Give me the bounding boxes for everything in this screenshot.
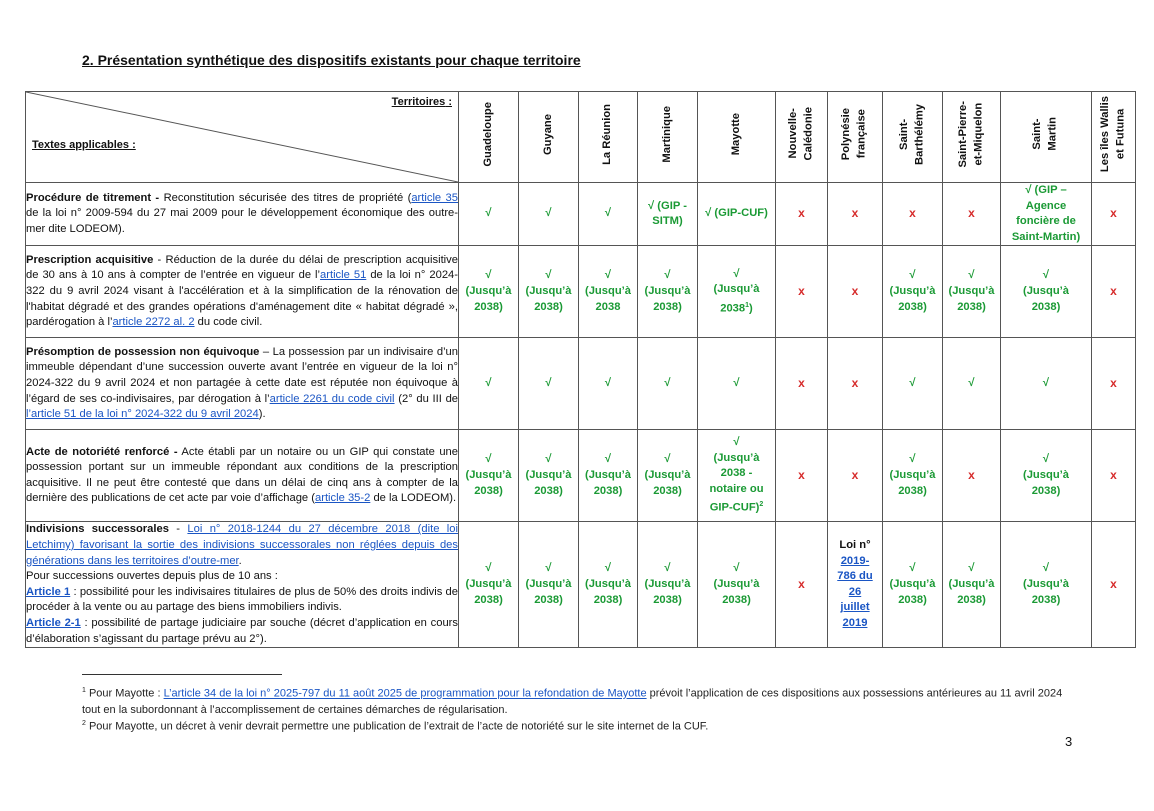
status-cell: √ (GIP - SITM) <box>638 183 698 246</box>
status-cell: √ <box>943 338 1001 430</box>
footnote-1: $^1$ Pour Mayotte : L’article 34 de la loi n° 2025-797 du 11 août 2025 de programmation pour la refondation de Mayotte prévoit l’application de ces dispositions aux possessions antérieures au 11 avril 2024 tout en la subordonnant à l’accomplissement de certaines démarches de régularisation. <box>82 687 1063 716</box>
status-cell: √ <box>459 183 519 246</box>
table-row <box>26 430 1136 522</box>
territory-header: La Réunion <box>579 92 638 183</box>
territory-header: Nouvelle- Calédonie <box>776 92 828 183</box>
row-description: Procédure de titrement - Reconstitution sécurisée des titres de propriété (article 35 de la loi n° 2009-594 du 27 mai 2009 pour le développement économique des outre-mer dite LODEOM). <box>26 183 459 246</box>
status-cell: √ <box>579 183 638 246</box>
territory-header: Guyane <box>519 92 579 183</box>
footnote-ref-2[interactable]: 2 <box>759 501 764 509</box>
header-corner-cell <box>26 92 459 183</box>
status-cell: √ (Jusqu’à 2038) <box>943 246 1001 338</box>
link-article-2272[interactable]: article 2272 al. 2 <box>112 316 195 329</box>
territory-table <box>25 91 1136 648</box>
territories-colon: : <box>445 96 452 108</box>
status-cell: x <box>776 183 828 246</box>
link-article-34[interactable]: L’article 34 de la loi n° 2025-797 du 11 août 2025 de programmation pour la refondation de Mayotte <box>163 687 647 700</box>
page-number: 3 <box>1065 734 1073 749</box>
status-cell: √ (Jusqu’à 2038) <box>459 430 519 522</box>
status-cell: √ <box>698 338 776 430</box>
status-cell: √ (Jusqu’à 2038) <box>1001 522 1092 648</box>
footnote-2: $^2$ Pour Mayotte, un décret à venir devrait permettre une publication de l’extrait de l’acte de notoriété sur le site internet de la CUF. <box>82 720 709 733</box>
footnote-separator <box>82 674 282 675</box>
status-cell: x <box>776 430 828 522</box>
territory-header: Saint- Martin <box>1001 92 1092 183</box>
texts-label: Textes applicables <box>32 139 130 152</box>
article-2-1-link[interactable]: Article 2-1 <box>26 616 81 629</box>
table-row <box>26 338 1136 430</box>
status-cell: √ <box>638 338 698 430</box>
status-cell: √ (Jusqu’à 2038) <box>638 522 698 648</box>
row-description: Acte de notoriété renforcé - Acte établi par un notaire ou un GIP qui constate une possession portant sur un immeuble répondant aux conditions de la prescription acquisitive. Il ne peut être contesté que dans un délai de cinq ans à compter de la dernière des publications de cet acte par voie d’affichage (article 35-2 de la LODEOM). <box>26 430 459 522</box>
link-article-35-2[interactable]: article 35-2 <box>315 492 371 505</box>
status-cell: x <box>776 522 828 648</box>
table-row <box>26 522 1136 648</box>
status-cell: √ (Jusqu’à 2038) <box>943 522 1001 648</box>
link-article-51[interactable]: article 51 <box>320 269 367 282</box>
status-cell: √ <box>1001 338 1092 430</box>
status-cell: √ (Jusqu’à 2038) <box>519 430 579 522</box>
article-1-link[interactable]: Article 1 <box>26 585 71 598</box>
status-cell: √ <box>883 338 943 430</box>
status-cell: √ <box>519 183 579 246</box>
status-cell: √ (Jusqu’à 2038) <box>579 430 638 522</box>
status-cell: x <box>828 338 883 430</box>
table-row <box>26 183 1136 246</box>
link-article-35[interactable]: article 35 <box>411 191 458 204</box>
table-row <box>26 246 1136 338</box>
territory-header: Saint- Barthélémy <box>883 92 943 183</box>
status-cell: √ (Jusqu’à 2038) <box>698 522 776 648</box>
status-cell: √ (Jusqu’à 2038) <box>883 430 943 522</box>
status-cell: x <box>776 246 828 338</box>
status-cell: x <box>1092 522 1136 648</box>
status-cell: x <box>943 183 1001 246</box>
status-cell: √ (Jusqu’à 2038) <box>1001 246 1092 338</box>
texts-colon: : <box>129 139 136 152</box>
page-title: 2. Présentation synthétique des dispositifs existants pour chaque territoire <box>82 52 581 68</box>
status-cell: x <box>883 183 943 246</box>
row-description: Présomption de possession non équivoque – La possession par un indivisaire d’un immeuble dépendant d’une succession ouverte avant l’entrée en vigueur de la loi n° 2024-322 du 9 avril 2024 et non partagée à cette date est réputée non équivoque à l’égard de ses co-indivisaires, par dérogation à l’article 2261 du code civil (2° du III de l’article 51 de la loi n° 2024-322 du 9 avril 2024). <box>26 338 459 430</box>
status-cell: √ (Jusqu’à 2038) <box>883 246 943 338</box>
link-loi-letchimy[interactable]: Loi n° 2018-1244 du 27 décembre 2018 (dite loi Letchimy) favorisant la sortie des indivisions successorales non réglées depuis des générations dans les territoires d’outre-mer <box>26 523 458 567</box>
status-cell: √ (Jusqu’à 2038$^1$) <box>698 246 776 338</box>
footnote-ref-1[interactable]: 1 <box>745 301 750 309</box>
status-cell: x <box>828 183 883 246</box>
status-cell: x <box>828 430 883 522</box>
link-article-2261[interactable]: article 2261 du code civil <box>269 392 395 405</box>
link-loi-2019-786[interactable]: 2019- 786 du 26 juillet 2019 <box>837 554 873 629</box>
table-header-row <box>26 92 1136 183</box>
status-cell: √ (Jusqu’à 2038) <box>459 522 519 648</box>
status-cell: √ <box>579 338 638 430</box>
status-cell: √ (GIP – Agence foncière de Saint-Martin) <box>1001 183 1092 246</box>
status-cell: Loi n° 2019- 786 du 26 juillet 2019 <box>828 522 883 648</box>
territory-header: Mayotte <box>698 92 776 183</box>
status-cell: x <box>776 338 828 430</box>
status-cell: √ (Jusqu’à 2038) <box>638 246 698 338</box>
status-cell: x <box>828 246 883 338</box>
territories-label: Territoires <box>391 96 446 108</box>
status-cell: √ (Jusqu’à 2038) <box>1001 430 1092 522</box>
status-cell: x <box>943 430 1001 522</box>
status-cell: √ <box>519 338 579 430</box>
territory-header: Les îles Wallis et Futuna <box>1092 92 1136 183</box>
status-cell: x <box>1092 183 1136 246</box>
territory-header: Polynésie française <box>828 92 883 183</box>
status-cell: √ (Jusqu’à 2038 <box>579 246 638 338</box>
status-cell: √ (Jusqu’à 2038) <box>579 522 638 648</box>
status-cell: x <box>1092 430 1136 522</box>
status-cell: √ (GIP-CUF) <box>698 183 776 246</box>
status-cell: √ <box>459 338 519 430</box>
territory-header: Guadeloupe <box>459 92 519 183</box>
status-cell: √ (Jusqu’à 2038) <box>638 430 698 522</box>
status-cell: √ (Jusqu’à 2038) <box>519 522 579 648</box>
status-cell: √ (Jusqu’à 2038) <box>459 246 519 338</box>
status-cell: √ (Jusqu’à 2038) <box>883 522 943 648</box>
link-article-51-loi[interactable]: l’article 51 de la loi n° 2024-322 du 9 avril 2024 <box>26 408 259 421</box>
status-cell: x <box>1092 338 1136 430</box>
row-description: Prescription acquisitive - Réduction de la durée du délai de prescription acquisitive de 30 ans à 10 ans à compter de l’entrée en vigueur de l’article 51 de la loi n° 2024-322 du 9 avril 2024 visant à l'accélération et à la simplification de la rénovation de l'habitat dégradé et des grandes opérations d'aménagement dite « habitat dégradé », pardérogation à l’article 2272 al. 2 du code civil. <box>26 246 459 338</box>
row-description: Indivisions successorales - Loi n° 2018-1244 du 27 décembre 2018 (dite loi Letchimy) favorisant la sortie des indivisions successorales non réglées depuis des générations dans les territoires d’outre-mer. Pour successions ouvertes depuis plus de 10 ans : Article 1 : possibilité pour les indivisaires titulaires de plus de 50% des droits indivis de procéder à la vente ou au partage des biens immobiliers indivis. Article 2-1 : possibilité de partage judiciaire par souche (décret d’application en cours d’élaboration s’agissant du partage prévu au 2°). <box>26 522 459 648</box>
status-cell: x <box>1092 246 1136 338</box>
status-cell: √ (Jusqu’à 2038) <box>519 246 579 338</box>
status-cell: √ (Jusqu’à 2038 - notaire ou GIP-CUF)$^2$ <box>698 430 776 522</box>
territory-header: Saint-Pierre- et-Miquelon <box>943 92 1001 183</box>
territory-header: Martinique <box>638 92 698 183</box>
